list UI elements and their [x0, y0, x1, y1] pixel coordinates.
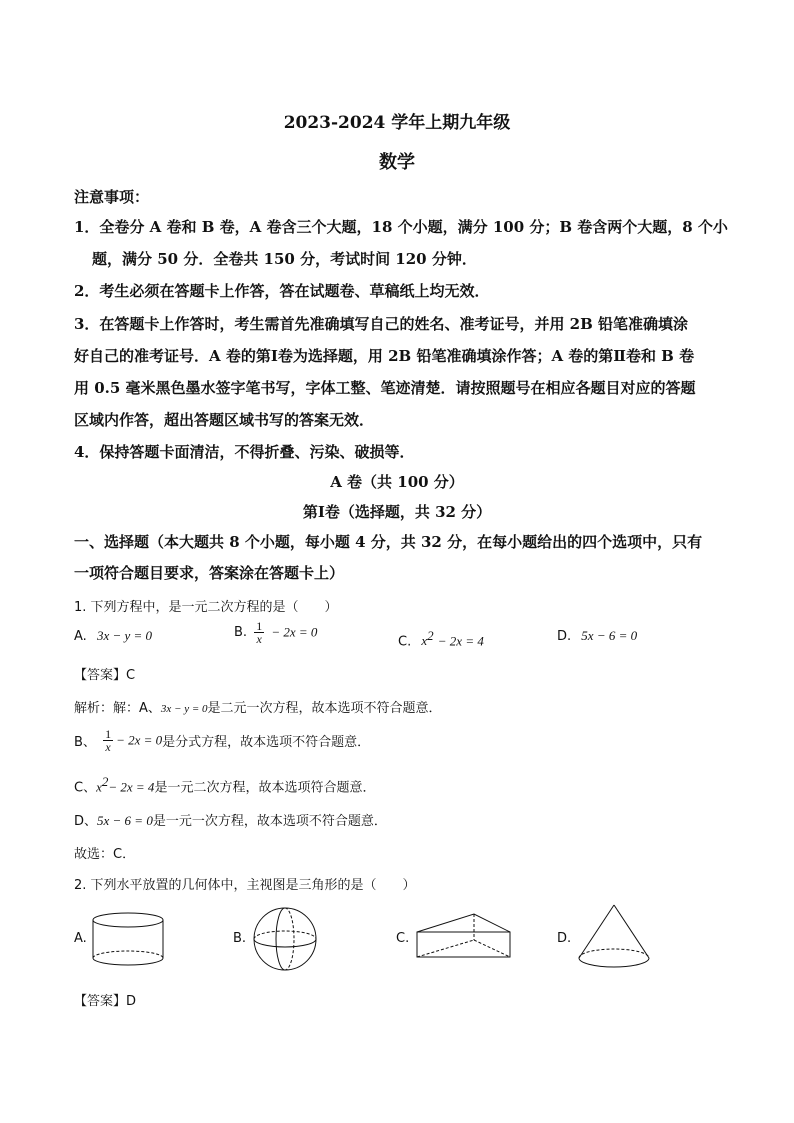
q2-option-d-label: D.	[557, 931, 572, 946]
q1-option-a-label: A.	[74, 629, 87, 644]
q2-stem: 2. 下列水平放置的几何体中，主视图是三角形的是（ ）	[74, 878, 416, 893]
document-title: 2023-2024 学年上期九年级	[283, 113, 511, 133]
q1-option-c-exponent: 2	[427, 628, 434, 643]
section-a-heading: A 卷（共 100 分）	[330, 473, 464, 491]
q1-answer: 【答案】C	[74, 668, 136, 683]
instruction-line-2: 一项符合题目要求，答案涂在答题卡上）	[74, 564, 345, 582]
q1-analysis-c-prefix: C、	[74, 780, 97, 796]
sphere-icon	[250, 904, 320, 974]
notice-line-7: 区域内作答，超出答题区域书写的答案无效．	[74, 411, 375, 429]
q1-option-d	[557, 628, 637, 644]
q1-analysis-b-denominator: x	[105, 740, 111, 754]
q2-option-c-label: C.	[396, 931, 410, 946]
q1-option-d-math: 5x − 6 = 0	[581, 628, 638, 643]
q1-conclusion: 故选：C．	[74, 847, 136, 862]
q1-option-c-base: x	[421, 633, 428, 649]
notice-line-8: 4．保持答题卡面清洁，不得折叠、污染、破损等．	[74, 443, 415, 461]
q1-option-b-denominator: x	[256, 632, 262, 646]
q1-option-b-label: B.	[234, 625, 248, 640]
q1-analysis-c-math: − 2x = 4	[108, 779, 155, 795]
cone-icon	[574, 902, 654, 974]
q1-analysis-c-exponent: 2	[101, 774, 109, 789]
q1-option-c-label: C.	[398, 634, 412, 650]
q2-option-a-label: A.	[74, 931, 87, 946]
q1-option-b-fraction	[254, 620, 264, 645]
q2-answer: 【答案】D	[74, 994, 137, 1009]
q1-analysis-c-text: 是一元二次方程，故本选项符合题意．	[154, 780, 376, 796]
q1-analysis-prefix: 解析：解：A、	[74, 701, 161, 716]
q1-analysis-b-numerator: 1	[105, 727, 112, 741]
q1-option-a-math: 3x − y = 0	[96, 628, 153, 643]
notice-line-6: 用 0.5 毫米黑色墨水签字笔书写，字体工整、笔迹清楚．请按照题号在相应各题目对应的答题	[74, 379, 696, 397]
q1-analysis-a	[74, 697, 442, 716]
q1-option-d-label: D.	[557, 629, 572, 644]
subject-title: 数学	[379, 152, 415, 173]
q1-option-b-numerator: 1	[256, 619, 263, 633]
q1-analysis-b-fraction	[103, 728, 113, 753]
q1-analysis-d-text: 是一元一次方程，故本选项不符合题意．	[152, 814, 387, 829]
q1-option-c	[398, 628, 484, 649]
instruction-line-1: 一、选择题（本大题共 8 个小题，每小题 4 分，共 32 分，在每小题给出的四个选项中，只有	[74, 533, 703, 551]
notice-line-4: 3．在答题卡上作答时，考生需首先准确填写自己的姓名、准考证号，并用 2B 铅笔准确填涂	[74, 315, 689, 333]
q1-option-b-math: − 2x = 0	[271, 624, 318, 640]
q1-analysis-b-prefix: B、	[74, 735, 96, 750]
q1-analysis-d-prefix: D、	[74, 814, 98, 829]
q1-option-c-math: − 2x = 4	[437, 633, 484, 649]
triangular-prism-icon	[412, 910, 514, 962]
notice-line-2: 题，满分 50 分．全卷共 150 分，考试时间 120 分钟．	[92, 250, 477, 268]
q1-analysis-d	[74, 810, 387, 829]
q1-analysis-b	[74, 728, 370, 753]
notice-line-3: 2．考生必须在答题卡上作答，答在试题卷、草稿纸上均无效．	[74, 282, 490, 300]
q1-analysis-c	[74, 774, 375, 795]
q1-analysis-b-math: − 2x = 0	[116, 732, 163, 748]
notice-line-1: 1．全卷分 A 卷和 B 卷，A 卷含三个大题，18 个小题，满分 100 分；B 卷含两个大题，8 个小	[74, 218, 728, 236]
q1-stem: 1. 下列方程中，是一元二次方程的是（ ）	[74, 600, 338, 615]
q1-analysis-c-base: x	[96, 779, 102, 795]
q1-analysis-a-text: 是二元一次方程，故本选项不符合题意．	[207, 701, 442, 716]
notice-line-5: 好自己的准考证号．A 卷的第Ⅰ卷为选择题，用 2B 铅笔准确填涂作答；A 卷的第Ⅱ卷和 B 卷	[74, 347, 695, 365]
q1-analysis-d-math: 5x − 6 = 0	[97, 813, 153, 828]
part-1-heading: 第Ⅰ卷（选择题，共 32 分）	[302, 503, 492, 521]
cylinder-icon	[90, 910, 166, 970]
q1-option-a	[74, 628, 152, 644]
q1-analysis-b-text: 是分式方程，故本选项不符合题意．	[162, 735, 371, 750]
q2-option-b-label: B.	[233, 931, 247, 946]
notice-heading: 注意事项：	[74, 188, 150, 206]
q1-option-b	[234, 620, 317, 645]
q1-analysis-a-math: 3x − y = 0	[160, 703, 208, 715]
